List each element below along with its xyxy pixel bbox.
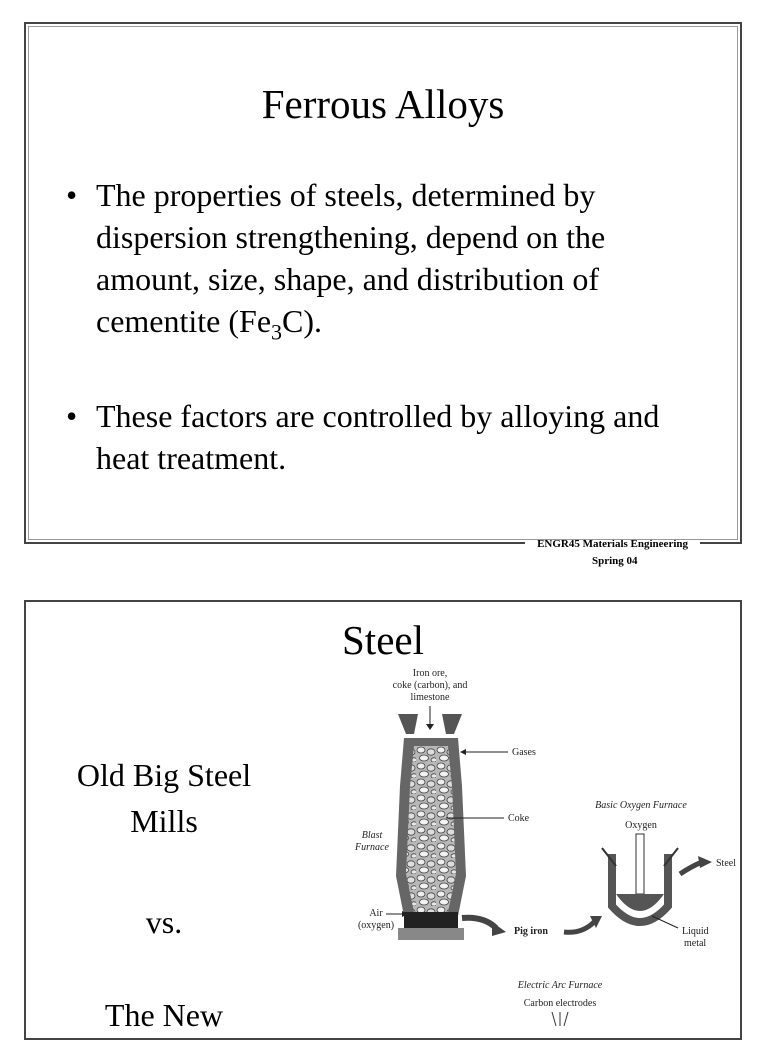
label-liquid: Liquid: [682, 926, 709, 937]
label-iron-ore: Iron ore,: [412, 668, 448, 679]
slide-title: Steel: [342, 617, 424, 663]
label-steel: Steel: [716, 858, 736, 869]
slide-ferrous-alloys: [24, 22, 742, 550]
bullet-dot-icon: •: [66, 398, 78, 435]
left-text-old: [64, 752, 264, 844]
subscript: 3: [271, 319, 283, 345]
steelmaking-diagram: [316, 666, 736, 1046]
bullet-text: The properties of steels, determined by dispersion strengthening, depend on the amount, size, shape, and distribution of cementite (Fe: [96, 177, 606, 339]
bullet-text: These factors are controlled by alloying and heat treatment.: [96, 398, 660, 477]
flow-pig-iron: [462, 918, 496, 928]
label-air: Air: [369, 908, 383, 919]
footer-term: Spring 04: [592, 555, 638, 567]
arrowhead-gases: [460, 749, 466, 755]
arrowhead-pig-iron: [492, 922, 506, 936]
bullet-text-end: C).: [282, 303, 323, 339]
bullet-dot-icon: •: [66, 177, 78, 213]
flow-to-bof: [564, 922, 594, 932]
bullet-item: [66, 174, 716, 353]
label-gases: Gases: [512, 747, 536, 758]
left-text-new: The New: [104, 997, 224, 1033]
label-carbon-electrodes: Carbon electrodes: [523, 998, 597, 1009]
label-coke-carbon: coke (carbon), and: [392, 680, 468, 691]
bullet-item: [66, 395, 716, 479]
bullet-list: [66, 174, 716, 521]
label-oxygen: Oxygen: [625, 820, 657, 831]
label-oxygen-air: (oxygen): [357, 920, 395, 931]
blast-furnace: [396, 714, 466, 940]
left-text-line: Old Big Steel: [76, 757, 252, 793]
label-coke: Coke: [508, 813, 530, 824]
label-pig-iron: Pig iron: [514, 926, 548, 937]
label-furnace: Furnace: [355, 842, 389, 853]
flow-steel: [680, 862, 702, 874]
footer-course: ENGR45 Materials Engineering: [525, 538, 700, 550]
label-blast: Blast: [361, 830, 383, 841]
left-text-line: Mills: [130, 803, 198, 839]
label-eaf-title: Electric Arc Furnace: [517, 980, 603, 991]
slide-steel: [24, 600, 742, 1040]
leader-liquid-metal: [652, 916, 678, 928]
label-bof-title: Basic Oxygen Furnace: [595, 800, 687, 811]
slide-title: Ferrous Alloys: [261, 81, 505, 127]
arrowhead-steel: [698, 856, 712, 868]
label-limestone: limestone: [410, 692, 450, 703]
basic-oxygen-furnace: [602, 834, 678, 922]
label-metal: metal: [684, 938, 707, 949]
arrowhead-input: [426, 724, 434, 730]
left-text-vs: vs.: [145, 904, 183, 940]
